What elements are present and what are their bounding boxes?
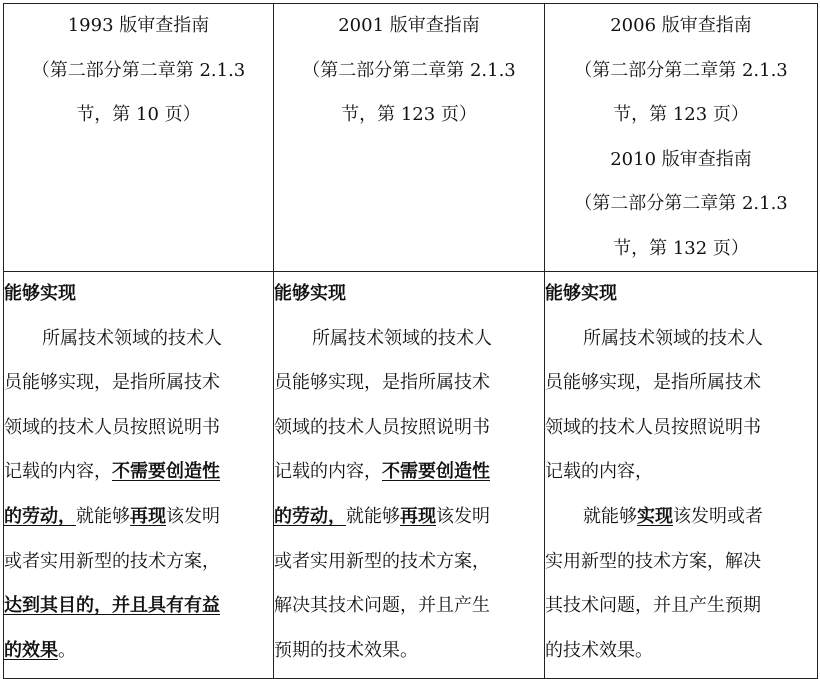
body-cell-1993 bbox=[4, 272, 274, 679]
header-line: （第二部分第二章第 2.1.3 bbox=[31, 59, 246, 81]
body-line bbox=[274, 361, 544, 406]
emphasized-text: 不需要创造性 bbox=[382, 461, 490, 483]
body-line bbox=[4, 450, 273, 495]
body-text: 就能够 bbox=[346, 505, 400, 527]
body-text: 领域的技术人员按照说明书 bbox=[274, 416, 490, 438]
body-line bbox=[274, 317, 544, 362]
emphasized-text: 的劳动， bbox=[274, 505, 346, 527]
body-text: 记载的内容， bbox=[4, 461, 112, 483]
body-text: 员能够实现，是指所属技术 bbox=[545, 372, 761, 394]
header-cell-2006-2010 bbox=[545, 4, 818, 272]
body-line bbox=[274, 629, 544, 674]
body-cell-2006-2010 bbox=[545, 272, 818, 679]
body-text: 领域的技术人员按照说明书 bbox=[545, 416, 761, 438]
emphasized-text: 不需要创造性 bbox=[112, 461, 220, 483]
body-line bbox=[545, 540, 817, 585]
body-text: 。 bbox=[58, 639, 76, 661]
body-text: 所属技术领域的技术人 bbox=[312, 327, 492, 349]
body-text: 记载的内容， bbox=[545, 461, 653, 483]
body-line bbox=[4, 406, 273, 451]
body-text: 解决其技术问题，并且产生 bbox=[274, 595, 490, 617]
body-line bbox=[4, 629, 273, 674]
body-title: 能够实现 bbox=[545, 283, 617, 304]
body-title: 能够实现 bbox=[274, 283, 346, 304]
header-line: 节，第 132 页） bbox=[613, 237, 749, 259]
header-line: （第二部分第二章第 2.1.3 bbox=[574, 59, 788, 81]
body-text: 领域的技术人员按照说明书 bbox=[4, 416, 220, 438]
body-line bbox=[545, 450, 817, 495]
body-line bbox=[545, 317, 817, 362]
body-text: 实用新型的技术方案，解决 bbox=[545, 550, 761, 572]
emphasized-text: 再现 bbox=[130, 505, 166, 527]
header-line: （第二部分第二章第 2.1.3 bbox=[302, 59, 516, 81]
body-line bbox=[545, 361, 817, 406]
body-text: 记载的内容， bbox=[274, 461, 382, 483]
body-text: 该发明 bbox=[166, 505, 220, 527]
body-line bbox=[274, 495, 544, 540]
header-line: 节，第 123 页） bbox=[613, 104, 749, 125]
body-line bbox=[274, 406, 544, 451]
body-line bbox=[545, 495, 817, 540]
header-line: 2010 版审查指南 bbox=[610, 148, 752, 170]
body-line bbox=[274, 450, 544, 495]
body-line bbox=[4, 317, 273, 362]
body-title: 能够实现 bbox=[4, 283, 76, 304]
emphasized-text: 的效果 bbox=[4, 639, 58, 661]
body-line bbox=[545, 406, 817, 451]
body-line bbox=[545, 629, 817, 674]
body-line bbox=[545, 584, 817, 629]
header-line: （第二部分第二章第 2.1.3 bbox=[574, 193, 788, 214]
body-text: 就能够 bbox=[76, 505, 130, 527]
body-text: 就能够 bbox=[583, 505, 637, 527]
body-text: 所属技术领域的技术人 bbox=[42, 327, 222, 349]
body-line bbox=[274, 584, 544, 629]
header-cell-2001 bbox=[274, 4, 545, 272]
body-text: 员能够实现，是指所属技术 bbox=[274, 372, 490, 394]
body-text: 的技术效果。 bbox=[545, 639, 653, 661]
emphasized-text: 达到其目的，并且具有有益 bbox=[4, 595, 220, 617]
header-line: 2001 版审查指南 bbox=[338, 15, 480, 36]
body-line bbox=[4, 495, 273, 540]
header-line: 节，第 123 页） bbox=[341, 104, 477, 125]
body-text: 或者实用新型的技术方案， bbox=[274, 550, 490, 572]
body-line bbox=[4, 584, 273, 629]
body-text: 所属技术领域的技术人 bbox=[583, 327, 763, 349]
emphasized-text: 实现 bbox=[637, 505, 673, 527]
body-text: 或者实用新型的技术方案， bbox=[4, 550, 220, 572]
header-line: 节，第 10 页） bbox=[76, 104, 201, 125]
header-row bbox=[4, 4, 818, 272]
body-text: 其技术问题，并且产生预期 bbox=[545, 595, 761, 617]
header-cell-1993 bbox=[4, 4, 274, 272]
body-text: 该发明 bbox=[436, 505, 490, 527]
body-cell-2001 bbox=[274, 272, 545, 679]
body-text: 员能够实现，是指所属技术 bbox=[4, 372, 220, 394]
emphasized-text: 再现 bbox=[400, 505, 436, 527]
body-line bbox=[4, 540, 273, 585]
body-line bbox=[4, 361, 273, 406]
body-text: 该发明或者 bbox=[673, 505, 763, 527]
emphasized-text: 的劳动， bbox=[4, 505, 76, 527]
header-line: 2006 版审查指南 bbox=[610, 15, 752, 36]
body-text: 预期的技术效果。 bbox=[274, 639, 418, 661]
body-line bbox=[274, 540, 544, 585]
header-line: 1993 版审查指南 bbox=[67, 15, 210, 36]
comparison-table bbox=[3, 3, 818, 679]
body-row bbox=[4, 272, 818, 679]
